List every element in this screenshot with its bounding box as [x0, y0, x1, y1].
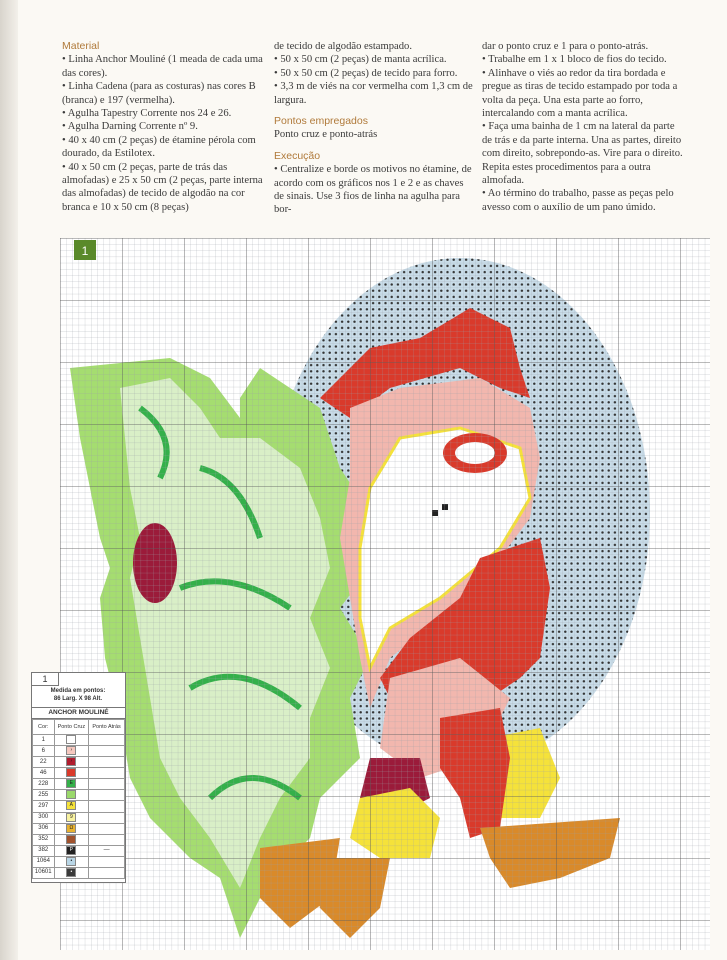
material-item: • Linha Anchor Mouliné (1 meada de cada uma das cores). — [62, 54, 263, 79]
material-continuation: de tecido de algodão estampado. — [274, 41, 412, 52]
materials-column — [62, 40, 267, 214]
legend-row — [33, 779, 125, 790]
instruction-item: • Faça uma bainha de 1 cm na lateral da parte de trás e da parte interna. Una as partes, direito com direito, sobrepondo-as. Vire para o direito. Repita estes procedimentos para a outra almofada. — [482, 121, 683, 187]
legend-color-code: 10601 — [33, 867, 55, 878]
material-item: • Agulha Tapestry Corrente nos 24 e 26. — [62, 108, 232, 120]
material-item: • 40 x 50 cm (2 peças, parte de trás das almofadas) e 25 x 50 cm (2 peças, parte interna das almofadas) de tecido de algodão na cor branca e 10 x 50 cm (8 peças) — [62, 161, 263, 213]
execution-continuation: dar o ponto cruz e 1 para o ponto-atrás. — [482, 41, 649, 52]
legend-row — [33, 856, 125, 867]
legend-number: 1 — [32, 673, 59, 686]
cross-stitch-chart — [60, 238, 710, 950]
legend-swatch: E — [66, 779, 76, 788]
legend-swatch: A — [66, 801, 76, 810]
legend-color-code: 6 — [33, 746, 55, 757]
legend-size-value: 86 Larg. X 98 Alt. — [53, 696, 103, 702]
legend-color-code: 46 — [33, 768, 55, 779]
legend-row — [33, 735, 125, 746]
legend-color-code: 1064 — [33, 856, 55, 867]
legend-row — [33, 768, 125, 779]
legend-row — [33, 801, 125, 812]
legend-swatch: › — [66, 746, 76, 755]
legend-color-code: 22 — [33, 757, 55, 768]
legend-color-code: 1 — [33, 735, 55, 746]
legend-color-code: 306 — [33, 823, 55, 834]
legend-row — [33, 823, 125, 834]
legend-backstitch — [89, 757, 125, 768]
legend-col-atras: Ponto Atrás — [89, 720, 125, 735]
legend-col-cor: Cor: — [33, 720, 55, 735]
legend-backstitch: — — [89, 845, 125, 856]
legend-brand: ANCHOR MOULINÉ — [32, 707, 125, 719]
stitches-text: Ponto cruz e ponto-atrás — [274, 129, 378, 141]
legend-swatch — [66, 790, 76, 799]
legend-swatch: P — [66, 846, 76, 855]
legend-backstitch — [89, 801, 125, 812]
legend-backstitch — [89, 867, 125, 878]
legend-col-cruz: Ponto Cruz — [54, 720, 89, 735]
legend-backstitch — [89, 746, 125, 757]
legend-color-code: 255 — [33, 790, 55, 801]
legend-color-code: 297 — [33, 801, 55, 812]
legend-swatch: • — [66, 868, 76, 877]
legend-backstitch — [89, 779, 125, 790]
legend-row — [33, 845, 125, 856]
material-item: • 50 x 50 cm (2 peças) de tecido para forro. — [274, 67, 458, 79]
legend-backstitch — [89, 812, 125, 823]
legend-row — [33, 790, 125, 801]
stitches-heading: Pontos empregados — [274, 115, 368, 128]
stitch-key-legend — [31, 672, 126, 883]
legend-color-code: 300 — [33, 812, 55, 823]
legend-swatch — [66, 735, 76, 744]
material-item: • 40 x 40 cm (2 peças) de étamine pérola com dourado, da Estilotex. — [62, 134, 256, 160]
legend-backstitch — [89, 856, 125, 867]
legend-swatch: • — [66, 857, 76, 866]
instruction-item: • Alinhave o viés ao redor da tira bordada e pregue as tiras de tecido estampado por toda a volta da peça. Una esta parte ao forro, intercalando com a manta acrílica. — [482, 67, 678, 120]
legend-row — [33, 867, 125, 878]
legend-backstitch — [89, 823, 125, 834]
legend-size — [34, 687, 122, 703]
legend-swatch — [66, 768, 76, 777]
material-item: • Agulha Darning Corrente nº 9. — [62, 121, 198, 133]
legend-table — [32, 719, 125, 879]
legend-row — [33, 757, 125, 768]
legend-swatch — [66, 835, 76, 844]
legend-swatch: 9 — [66, 813, 76, 822]
chart-number-badge-label: 1 — [81, 244, 89, 258]
legend-backstitch — [89, 735, 125, 746]
instruction-item: • Ao término do trabalho, passe as peças pelo avesso com o auxílio de um pano úmido. — [482, 188, 674, 213]
legend-swatch: › — [66, 757, 76, 766]
legend-color-code: 352 — [33, 834, 55, 845]
legend-backstitch — [89, 834, 125, 845]
middle-column — [274, 40, 474, 217]
legend-row — [33, 834, 125, 845]
material-item: • 50 x 50 cm (2 peças) de manta acrílica. — [274, 54, 447, 66]
instruction-item: • Trabalhe em 1 x 1 bloco de fios do tecido. — [482, 54, 667, 66]
legend-row — [33, 812, 125, 823]
page-fold-shadow — [0, 0, 18, 960]
materials-heading: Material — [62, 40, 100, 52]
legend-swatch: Ω — [66, 824, 76, 833]
execution-text: • Centralize e borde os motivos no étamine, de acordo com os gráficos nos 1 e 2 e as chaves de sinais. Use 3 fios de linha na agulha para bor- — [274, 164, 472, 216]
legend-row — [33, 746, 125, 757]
legend-color-code: 382 — [33, 845, 55, 856]
execution-heading: Execução — [274, 149, 321, 162]
material-item: • 3,3 m de viés na cor vermelha com 1,3 cm de largura. — [274, 81, 473, 106]
legend-backstitch — [89, 768, 125, 779]
legend-size-title: Medida em pontos: — [50, 688, 106, 694]
right-column — [482, 40, 687, 214]
legend-color-code: 228 — [33, 779, 55, 790]
material-item: • Linha Cadena (para as costuras) nas cores B (branca) e 197 (vermelha). — [62, 81, 256, 106]
legend-backstitch — [89, 790, 125, 801]
